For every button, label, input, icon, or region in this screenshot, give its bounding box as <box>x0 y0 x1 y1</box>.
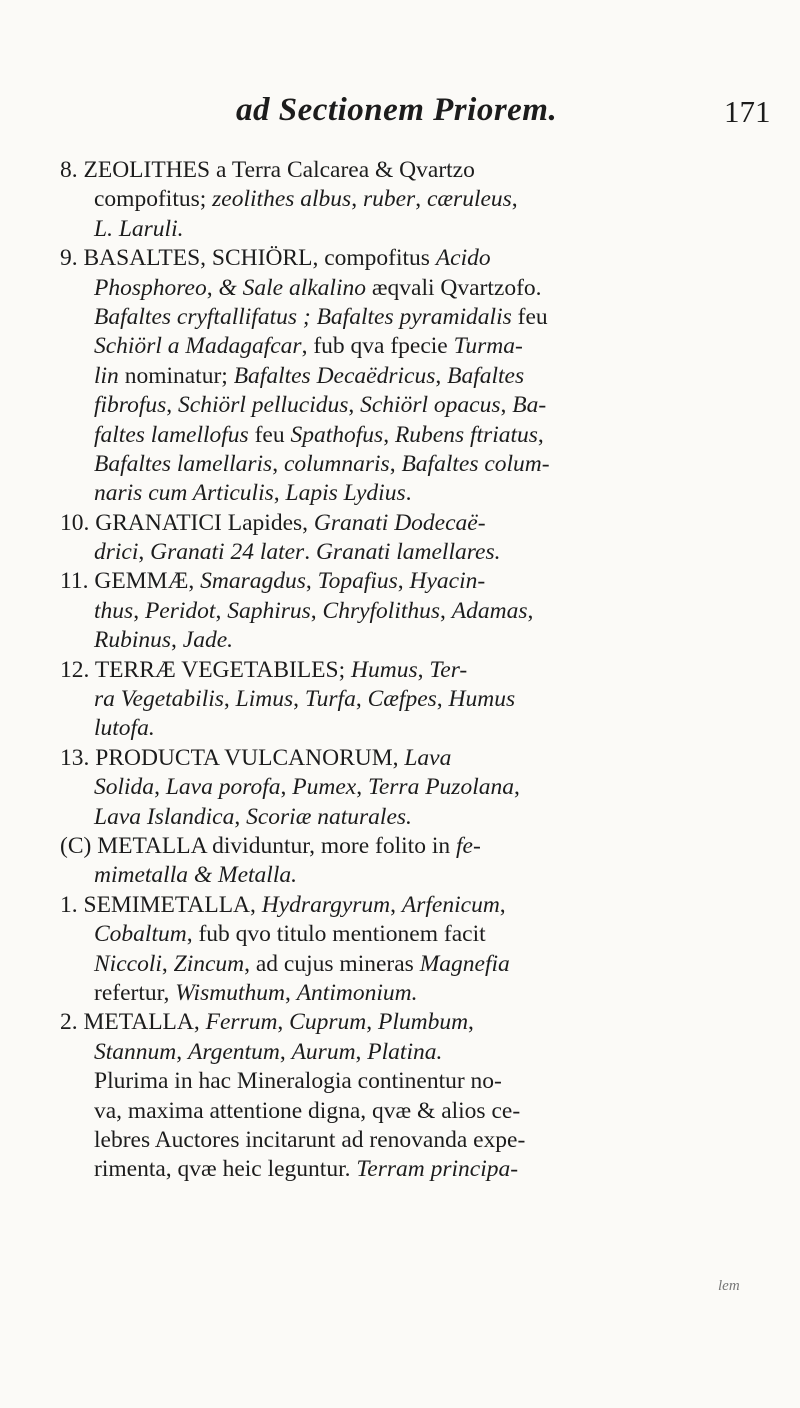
italic-term: Terram principa- <box>356 1156 519 1183</box>
italic-term: Pumex <box>292 774 357 801</box>
text-segment: feu <box>511 303 548 330</box>
italic-term: lin <box>94 362 119 389</box>
italic-term: Turma- <box>453 333 523 360</box>
italic-term: Bafaltes <box>447 362 525 389</box>
text-segment: , <box>305 568 318 595</box>
text-line <box>60 685 772 714</box>
text-segment: refertur, <box>94 979 176 1006</box>
text-segment: , <box>234 803 247 830</box>
text-segment: , fub qvo titulo mentionem facit <box>186 921 486 948</box>
italic-term: Lava porofa <box>165 774 281 801</box>
text-segment: , <box>355 1038 368 1065</box>
italic-term: Topafius <box>317 568 398 595</box>
italic-term: Granati Dodecaë- <box>313 509 486 536</box>
text-line <box>60 950 772 979</box>
text-line <box>60 303 772 332</box>
text-segment: , ad cujus mineras <box>244 950 420 977</box>
italic-term: Plumbum <box>377 1009 469 1036</box>
text-segment: , <box>133 597 145 624</box>
italic-term: Bafaltes colum- <box>401 450 550 477</box>
text-line <box>60 567 772 596</box>
text-segment: , <box>310 597 323 624</box>
text-segment: compofitus; <box>94 186 213 213</box>
italic-term: Jade. <box>182 627 234 654</box>
text-line <box>60 509 772 538</box>
italic-term: mimetalla & Metalla. <box>94 862 297 889</box>
italic-term: Lava <box>404 744 452 771</box>
page-number: 171 <box>724 94 771 129</box>
italic-term: Magnefia <box>419 950 510 977</box>
text-segment: 12. TERRÆ VEGETABILES; <box>60 656 352 683</box>
italic-term: Spathofus <box>290 421 384 448</box>
text-segment: , <box>397 568 410 595</box>
italic-term: faltes lamellofus <box>94 421 249 448</box>
text-line <box>60 332 772 361</box>
italic-term: Rubinus <box>94 627 172 654</box>
body-text <box>60 156 772 1185</box>
italic-term: Granati 24 later <box>150 539 305 566</box>
italic-term: Cæfpes <box>367 686 437 713</box>
text-line <box>60 626 772 655</box>
text-line <box>60 979 772 1008</box>
text-line <box>60 450 772 479</box>
italic-term: Humus <box>448 686 516 713</box>
text-segment: , <box>389 450 402 477</box>
italic-term: Saphirus <box>227 597 311 624</box>
italic-term: Cobaltum <box>94 921 187 948</box>
italic-term: fe- <box>455 832 481 859</box>
text-line <box>60 362 772 391</box>
italic-term: Bafaltes lamellaris <box>94 450 273 477</box>
italic-term: naris cum Articulis <box>94 480 274 507</box>
italic-term: Turfa <box>304 686 356 713</box>
text-line <box>60 1126 772 1155</box>
text-line <box>60 1067 772 1096</box>
text-segment: , <box>223 686 236 713</box>
text-line <box>60 920 772 949</box>
text-segment: 9. BASALTES, SCHIÖRL, compofitus <box>60 245 436 272</box>
text-segment: , <box>468 1009 474 1036</box>
italic-term: Niccoli <box>94 950 162 977</box>
text-segment: 1. SEMIMETALLA, <box>60 891 262 918</box>
text-segment: , <box>154 774 166 801</box>
text-line <box>60 391 772 420</box>
text-segment: , <box>293 686 305 713</box>
text-segment: Plurima in hac Mineralogia continentur no- <box>94 1068 502 1095</box>
text-segment: (C) METALLA dividuntur, more folito in <box>60 832 456 859</box>
text-segment: , <box>436 686 449 713</box>
text-segment: , <box>527 597 534 624</box>
italic-term: Ter- <box>429 656 468 683</box>
text-line <box>60 744 772 773</box>
text-segment: , <box>277 1009 290 1036</box>
italic-term: Granati lamellares. <box>315 539 501 566</box>
text-line <box>60 244 772 273</box>
italic-term: Chryfolithus <box>322 597 441 624</box>
text-segment: 13. PRODUCTA VULCANORUM, <box>60 744 405 771</box>
text-segment: , <box>273 480 286 507</box>
text-line <box>60 773 772 802</box>
text-line <box>60 597 772 626</box>
text-segment: , <box>366 1009 378 1036</box>
text-line <box>60 861 772 890</box>
text-line <box>60 185 772 214</box>
text-segment: 10. GRANATICI Lapides, <box>60 509 314 536</box>
italic-term: Zincum <box>173 950 245 977</box>
catchword: lem <box>718 1278 740 1294</box>
italic-term: & Sale alkalino <box>218 274 366 301</box>
text-line <box>60 656 772 685</box>
italic-term: Aurum <box>291 1038 356 1065</box>
text-segment: 2. METALLA, <box>60 1009 206 1036</box>
text-segment: . <box>304 539 316 566</box>
text-line <box>60 1008 772 1037</box>
italic-term: Hydrargyrum <box>261 891 391 918</box>
italic-term: Terra Puzolana <box>367 774 514 801</box>
text-segment: , <box>511 186 518 213</box>
text-segment: , <box>356 774 368 801</box>
text-segment: . <box>405 480 412 507</box>
italic-term: Schiörl a Madagafcar <box>94 333 302 360</box>
text-segment: , <box>166 392 179 419</box>
text-segment: , <box>390 891 402 918</box>
text-line <box>60 803 772 832</box>
italic-term: Cuprum <box>289 1009 367 1036</box>
italic-term: Solida <box>94 774 155 801</box>
text-segment: , <box>138 539 151 566</box>
italic-term: columnaris <box>283 450 390 477</box>
text-line <box>60 479 772 508</box>
italic-term: Schiörl pellucidus <box>178 392 349 419</box>
italic-term: Ferrum <box>205 1009 278 1036</box>
text-line <box>60 714 772 743</box>
text-segment: , <box>348 392 361 419</box>
text-line <box>60 156 772 185</box>
italic-term: Humus <box>351 656 418 683</box>
italic-term: Limus <box>235 686 294 713</box>
text-segment: lebres Auctores incitarunt ad renovanda expe- <box>94 1126 526 1153</box>
italic-term: fibrofus <box>94 392 167 419</box>
text-segment: , <box>440 597 452 624</box>
italic-term: cæruleus <box>426 186 512 213</box>
italic-term: L. Laruli. <box>94 215 184 242</box>
text-segment: , <box>500 392 513 419</box>
italic-term: Arfenicum <box>401 891 500 918</box>
italic-term: Lava Islandica <box>94 803 235 830</box>
text-line <box>60 1097 772 1126</box>
text-segment: 8. ZEOLITHES a Terra Calcarea & Qvartzo <box>60 157 475 183</box>
italic-term: Rubens ftriatus <box>394 421 538 448</box>
text-segment: rimenta, qvæ heic leguntur. <box>94 1156 357 1183</box>
text-segment: , <box>355 686 368 713</box>
text-segment: 11. GEMMÆ, <box>60 568 201 595</box>
italic-term: Ba- <box>512 392 547 419</box>
italic-term: Platina. <box>367 1038 443 1065</box>
italic-term: Stannum <box>94 1038 177 1065</box>
text-segment: , <box>176 1038 188 1065</box>
italic-term: Smaragdus <box>200 568 306 595</box>
italic-term: Adamas <box>451 597 528 624</box>
italic-term: Hyacin- <box>409 568 486 595</box>
text-segment: , <box>279 1038 292 1065</box>
text-line <box>60 421 772 450</box>
italic-term: Peridot <box>144 597 216 624</box>
italic-term: ruber <box>362 186 416 213</box>
italic-term: Argentum <box>188 1038 280 1065</box>
running-head: ad Sectionem Priorem. <box>236 92 558 128</box>
text-segment: , fub qva fpecie <box>301 333 454 360</box>
italic-term: Bafaltes Decaëdricus <box>233 362 436 389</box>
italic-term: Phosphoreo <box>94 274 207 301</box>
italic-term: Bafaltes cryftallifatus ; Bafaltes pyramidalis <box>94 303 512 330</box>
italic-term: Lapis Lydius <box>285 480 406 507</box>
text-segment: , <box>161 950 174 977</box>
text-segment: , <box>383 421 395 448</box>
text-line <box>60 832 772 861</box>
text-segment: , <box>272 450 284 477</box>
text-segment: , <box>417 656 430 683</box>
text-segment: , <box>284 979 297 1006</box>
italic-term: Schiörl opacus <box>360 392 501 419</box>
italic-term: Scoriæ naturales. <box>246 803 412 830</box>
text-line <box>60 538 772 567</box>
text-segment: , <box>537 421 544 448</box>
italic-term: Antimonium. <box>296 979 418 1006</box>
italic-term: Acido <box>435 245 491 272</box>
italic-term: drici <box>94 539 139 566</box>
text-segment: , <box>171 627 183 654</box>
italic-term: thus <box>94 597 134 624</box>
text-segment: va, maxima attentione digna, qvæ & alios ce- <box>94 1097 521 1124</box>
text-segment: , <box>206 274 219 301</box>
text-segment: nominatur; <box>118 362 234 389</box>
text-line <box>60 274 772 303</box>
text-segment: , <box>215 597 228 624</box>
text-line <box>60 215 772 244</box>
text-segment: , <box>351 186 363 213</box>
text-line <box>60 891 772 920</box>
italic-term: Wismuthum <box>175 979 285 1006</box>
text-segment: , <box>415 186 427 213</box>
italic-term: ra Vegetabilis <box>94 686 224 713</box>
text-line <box>60 1155 772 1184</box>
text-segment: æqvali Qvartzofo. <box>365 274 542 301</box>
page-header <box>0 92 800 132</box>
text-segment: , <box>280 774 293 801</box>
text-segment: , <box>513 774 520 801</box>
italic-term: zeolithes albus <box>212 186 352 213</box>
text-segment: , <box>435 362 448 389</box>
italic-term: lutofa. <box>94 715 155 742</box>
text-segment: feu <box>248 421 291 448</box>
text-line <box>60 1038 772 1067</box>
text-segment: , <box>499 891 506 918</box>
